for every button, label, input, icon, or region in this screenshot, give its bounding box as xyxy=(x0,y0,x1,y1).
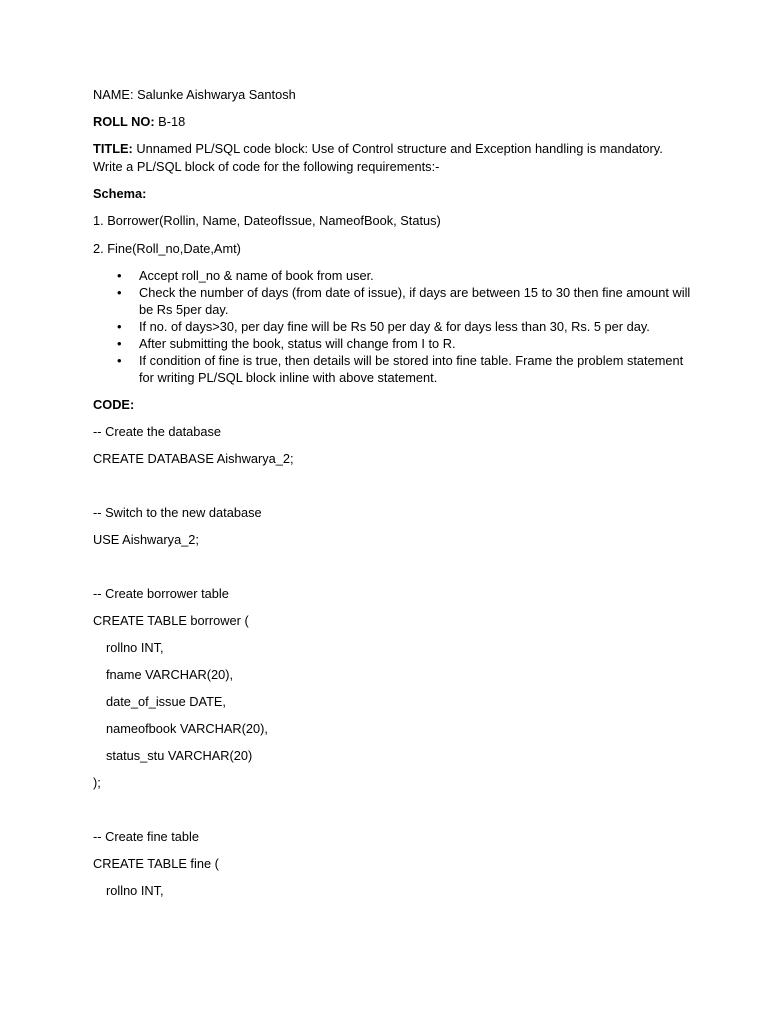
schema-heading: Schema: xyxy=(93,186,147,201)
title-line-2: Write a PL/SQL block of code for the following requirements:- xyxy=(93,159,440,174)
document-page xyxy=(93,86,693,900)
name-label: NAME: xyxy=(93,87,134,102)
bullet-icon: • xyxy=(117,336,122,351)
code-line: nameofbook VARCHAR(20), xyxy=(106,721,268,736)
name-line xyxy=(93,86,693,104)
code-line: date_of_issue DATE, xyxy=(106,694,226,709)
roll-value: B-18 xyxy=(154,114,186,129)
list-item: • If no. of days>30, per day fine will be Rs 50 per day & for days less than 30, Rs. 5 per day. xyxy=(117,319,650,334)
code-line: status_stu VARCHAR(20) xyxy=(106,748,253,763)
code-comment: -- Create borrower table xyxy=(93,586,229,601)
roll-line xyxy=(93,113,693,131)
list-item: • Accept roll_no & name of book from user. xyxy=(117,268,374,283)
code-line: ); xyxy=(93,775,101,790)
code-comment: -- Switch to the new database xyxy=(93,505,262,520)
requirements-list xyxy=(93,267,693,386)
list-item: • After submitting the book, status will change from I to R. xyxy=(117,336,456,351)
code-line: fname VARCHAR(20), xyxy=(106,667,234,682)
bullet-icon: • xyxy=(117,268,122,283)
list-item: • Check the number of days (from date of issue), if days are between 15 to 30 then fine amount will be Rs 5per day. xyxy=(117,285,691,317)
code-line: CREATE TABLE borrower ( xyxy=(93,613,249,628)
schema-item-2: 2. Fine(Roll_no,Date,Amt) xyxy=(93,241,241,256)
code-heading: CODE: xyxy=(93,397,135,412)
name-value: Salunke Aishwarya Santosh xyxy=(133,87,296,102)
bullet-icon: • xyxy=(117,353,122,368)
title-line xyxy=(93,140,693,158)
title-value: Unnamed PL/SQL code block: Use of Control structure and Exception handling is mandatory. xyxy=(132,141,663,156)
code-comment: -- Create fine table xyxy=(93,829,199,844)
code-comment: -- Create the database xyxy=(93,424,222,439)
roll-label: ROLL NO: xyxy=(93,114,155,129)
title-label: TITLE: xyxy=(93,141,133,156)
bullet-icon: • xyxy=(117,319,122,334)
code-line: CREATE TABLE fine ( xyxy=(93,856,219,871)
code-line: USE Aishwarya_2; xyxy=(93,532,199,547)
schema-item-1: 1. Borrower(Rollin, Name, DateofIssue, NameofBook, Status) xyxy=(93,213,441,228)
code-line: rollno INT, xyxy=(106,883,164,898)
code-line: CREATE DATABASE Aishwarya_2; xyxy=(93,451,294,466)
bullet-icon: • xyxy=(117,285,122,300)
list-item: • If condition of fine is true, then details will be stored into fine table. Frame the problem statement for writing PL/SQL block inline with above statement. xyxy=(117,353,684,385)
code-line: rollno INT, xyxy=(106,640,164,655)
